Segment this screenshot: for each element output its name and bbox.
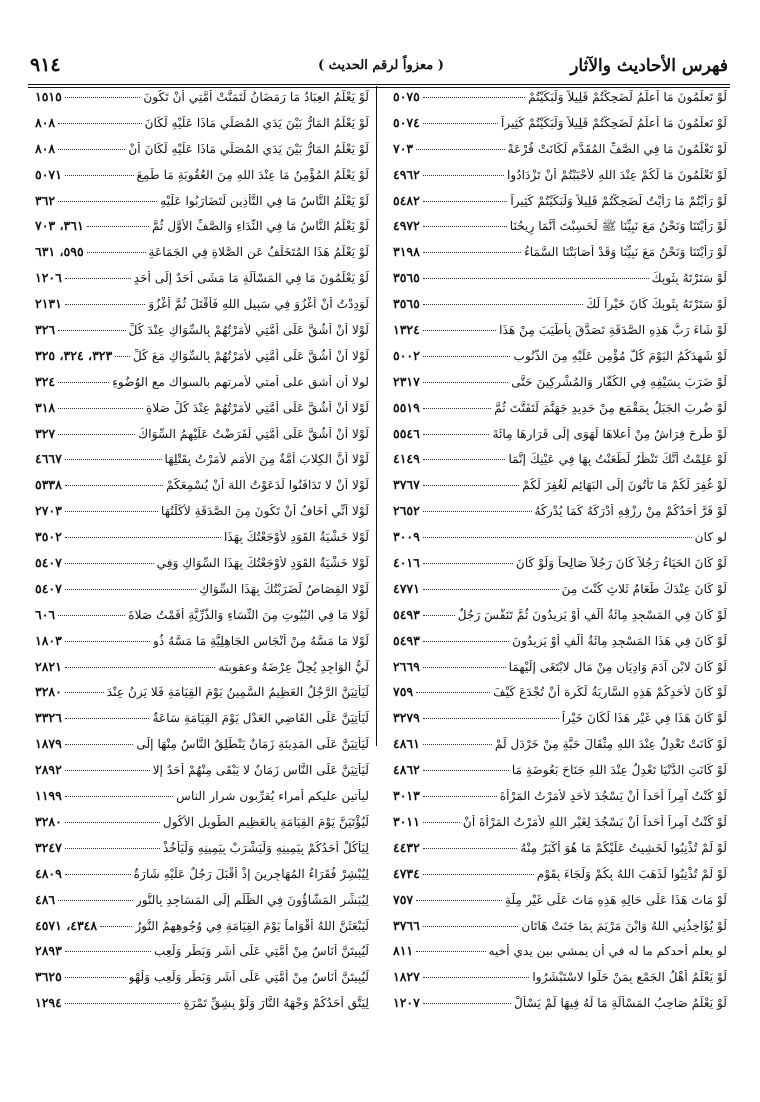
index-entry [35,348,369,374]
entry-text: لَوْ مَاتَ هَذَا عَلَى حَالِهِ هَذِهِ مَاتَ عَلَى غَيْرِ مِلَّةِ [504,892,727,907]
entry-text: لَوْ تَعْلَمُونَ مَا فِي الصَّفِّ المُقَدَّمِ لَكَانَتْ قُرْعَةً [507,141,727,156]
index-entry [393,710,727,736]
index-entry [35,840,369,866]
right-column [393,89,727,1021]
index-entry [393,89,727,115]
entry-text: لولا أن أشق على أمتي لأمرتهم بالسواك مع الوُضُوءِ [112,374,369,389]
entry-text: لَوْلا أَنْ أَشُقَّ عَلَى أُمَّتِي لأَمَرْتُهُمْ بِالسِّوَاكِ مَعَ كُلِّ [132,348,369,363]
entry-text: لِيُبَشِّرِ المَشَّاؤُونَ فِي الظُّلَمِ إِلَى المَسَاجِدِ بِالنُّورِ [135,892,369,907]
entry-text: لِيُبْشِرْ فُقَرَاءُ المُهَاجِرِينَ إِذْ أَقْبَلَ رَجُلٌ عَلَيْهِ شَارَةٌ [133,866,369,881]
index-entry [393,193,727,219]
entry-text: لَوْ يَعْلَمُ صَاحِبُ المَسْأَلَةِ مَا لَهُ فِيهَا لَمْ يَسْأَلْ [514,996,727,1011]
entry-text: لَوْ شَهِدَكُمُ اليَوْمَ كُلُّ مُؤْمِنٍ عَلَيْهِ مِنَ الذُّنُوبِ [513,348,727,363]
index-entry [393,426,727,452]
entry-text: لَوْ لَمْ تُذْنِبُوا لَخَشِيتُ عَلَيْكُمْ مَا هُوَ أَكْبَرُ مِنْهُ [520,840,727,855]
entry-text: لَوْ كَانَ عِنْدَكَ طَعَامُ ثَلاثٍ كُنْتَ مِنَ [561,581,727,596]
entry-text: لَوْ يَعْلَمُ النَّاسُ مَا فِي النِّدَاءِ وَالصَّفِّ الأَوَّلِ ثُمَّ [151,219,369,234]
index-entry [393,529,727,555]
entry-reference-number: ٥٤٠٧ [35,555,62,571]
dot-leader [423,1003,511,1004]
entry-reference-number: ٥٥٤٦ [393,425,420,441]
entry-text: لَوْلا أَنَّ الكِلابَ أُمَّةٌ مِنَ الأُمَمِ لأَمَرْتُ بِقَتْلِهَا [164,452,369,467]
index-entry [393,969,727,995]
entry-reference-number: ٣٣٢٦ [35,710,62,726]
dot-leader [423,563,513,564]
dot-leader [423,641,509,642]
entry-text: لَوْ يَعْلَمُ المُؤْمِنُ مَا عِنْدَ اللهِ مِنَ العُقُوبَةِ مَا طَمِعَ [136,167,369,182]
dot-leader [58,149,125,150]
dot-leader [65,718,150,719]
entry-reference-number: ٤٤٣٢ [393,839,420,855]
index-entry [35,633,369,659]
entry-reference-number: ٣٦٢٥ [35,969,62,985]
index-entry [35,400,369,426]
dot-leader [423,485,519,486]
entry-text: لَوْلا أَنْ أَشُقَّ عَلَى أُمَّتِي لَفَرَضْتُ عَلَيْهِمُ السِّوَاكَ [138,426,369,441]
dot-leader [423,382,508,383]
index-entry [35,89,369,115]
header-rule [28,84,730,85]
entry-text: لَوْ كَانَ لابْنِ آدَمَ وَادِيَانِ مِنْ مَالٍ لابْتَغَى إِلَيْهِمَا [508,659,727,674]
entry-text: لَيُّ الوَاجِدِ يُحِلُّ عِرْضَهُ وعقوبته [218,659,369,674]
entry-text: لَوْلا مَا فِي البُيُوتِ مِنَ النِّسَاءِ وَالذُّرِّيَّةِ أَقَمْتُ صَلاةَ [128,607,369,622]
index-entry [393,244,727,270]
index-entry [35,892,369,918]
entry-text: لَوْ يَعْلَمُونَ مَا فِي المَسْأَلَةِ مَا مَشَى أَحَدٌ إِلَى أَحَدٍ [133,271,369,286]
entry-text: لَوْ تَعْلَمُونَ مَا لَكُمْ عِنْدَ اللهِ لأَحْبَبْتُمْ أَنْ تَزْدَادُوا [506,167,727,182]
entry-reference-number: ٢١٣١ [35,296,62,312]
dot-leader [87,226,149,227]
dot-leader [423,434,490,435]
entry-reference-number: ١٢٩٤ [35,995,62,1011]
index-entry [393,400,727,426]
entry-reference-number: ٨٠٨ [35,114,56,130]
entry-reference-number: ٥٤٠٧ [35,580,62,596]
entry-reference-number: ٤٨٦١ [393,736,420,752]
index-entry [35,322,369,348]
dot-leader [65,951,151,952]
entry-reference-number: ٢٧٠٣ [35,503,62,519]
entry-text: لِيَتَّقِ أَحَدُكُمْ وَجْهَهُ النَّارَ وَلَوْ بِشِقِّ تَمْرَةٍ [183,996,369,1011]
entry-text: لَوْ رَأَيْتَنَا وَنَحْنُ مَعَ نَبِيِّنَا ﷺ لَحَسِبْتَ أَنَّمَا رِيحُنَا [509,219,727,234]
entry-text: لَيَأْتِيَنَّ الرَّجُلُ العَظِيمُ السَّمِينُ يَوْمَ القِيَامَةِ فَلا يَزِنُ عِنْدَ [106,685,369,700]
dot-leader [416,692,490,693]
entry-text: لَوْ تَعلَمُونَ مَا أَعلَمُ لَضَحِكْتُمْ قَلِيلاً وَلَبَكَيْتُمْ [528,90,727,104]
index-entry [35,684,369,710]
index-entry [35,141,369,167]
index-entry [35,270,369,296]
dot-leader [423,201,507,202]
entry-text: لَوْ يُؤَاخِذُنِي اللهُ وَابْنَ مَرْيَمَ بِمَا جَنَتْ هَاتَانِ [521,918,727,933]
index-entry [393,762,727,788]
index-entry [393,607,727,633]
entry-reference-number: ١٨٧٩ [35,736,62,752]
entry-reference-number: ٣٥٠٢ [35,529,62,545]
entry-text: لَيُبِيتَنَّ أُنَاسٌ مِنْ أُمَّتِي عَلَى أَشَرٍ وَبَطَرٍ وَلَعِبٍ [154,944,369,959]
index-entry [393,995,727,1021]
index-entry [393,788,727,814]
entry-text: لَوْ سَتَرْتَهُ بِثَوبِكَ [651,271,727,286]
entry-reference-number: ٢٨٢١ [35,658,62,674]
entry-reference-number: ٤٠١٦ [393,555,420,571]
entry-text: لَيَبْعَثَنَّ اللهُ أَقْوَاماً يَوْمَ القِيَامَةِ فِي وُجُوهِهِمُ النُّورُ [135,918,369,933]
dot-leader [100,926,132,927]
dot-leader [423,408,491,409]
entry-reference-number: ٤٩٧٢ [393,218,420,234]
index-entry [393,374,727,400]
entry-text: لَوْ يَعْلَمُ النَّاسُ مَا فِي التَّأْذِينِ لَتَضَارَبُوا عَلَيْهِ [160,193,369,208]
entry-text: لَوْلا أَنِّي أَخَافُ أَنْ تَكُونَ مِنَ الصَّدَقَةِ لأَكَلْتُهَا [160,504,369,519]
entry-reference-number: ٤٨٦ [35,891,56,907]
entry-text: ليأتين عليكم أمراء يُقرِّبون شرار الناس [176,789,369,804]
entry-reference-number: ٥٥١٩ [393,399,420,415]
dot-leader [58,201,157,202]
dot-leader [87,252,146,253]
entry-reference-number: ٨٠٨ [35,140,56,156]
index-entry [393,167,727,193]
index-entry [35,451,369,477]
dot-leader [423,874,534,875]
entry-reference-number: ٤٩٦٢ [393,166,420,182]
index-entry [393,866,727,892]
dot-leader [423,744,492,745]
entry-text: لَيُبِيتَنَّ أُنَاسٌ مِنْ أُمَّتِي عَلَى أَشَرٍ وَبَطَرٍ وَلَعِبٍ وَلَهْوٍ [128,970,369,985]
dot-leader [423,615,455,616]
entry-reference-number: ٣٢٨٠ [35,813,62,829]
index-title: فهرس الأحاديث والآثار [570,56,728,76]
entry-text: لَيَأْتِيَنَّ عَلَى المَدِينَةِ زَمَانٌ يَنْطَلِقُ النَّاسُ مِنْهَا إِلَى [136,737,369,752]
entry-reference-number: ٥٠٧١ [35,166,62,182]
entry-text: لَوْلا أَنْ أَشُقَّ عَلَى أُمَّتِي لأَمَرْتُهُمْ بِالسِّوَاكِ عِنْدَ كُلِّ [128,323,369,338]
entry-reference-number: ٢٣١٧ [393,373,420,389]
dot-leader [65,848,160,849]
index-entry [393,348,727,374]
dot-leader [423,796,497,797]
dot-leader [65,304,146,305]
index-entry [35,995,369,1021]
dot-leader [65,874,131,875]
entry-reference-number: ٤١٤٩ [393,451,420,467]
dot-leader [423,770,509,771]
entry-reference-number: ١٨٢٧ [393,969,420,985]
entry-text: لَوْ ضُرِبَ الجَبَلُ بِمَقْمَعٍ مِنْ حَدِيدٍ جَهَنَّمَ لَتَفَتَّتَ ثُمَّ [494,400,727,415]
dot-leader [423,511,532,512]
index-entry [35,943,369,969]
entry-text: لَوْ عَلِمْتُ أَنَّكَ تَنْظُرُ لَطَعَنْتُ بِهَا فِي عَيْنِكَ إِنَّمَا [508,452,727,467]
index-entry [393,270,727,296]
dot-leader [65,822,160,823]
entry-text: لَوْلا أَنْ أَشُقَّ عَلَى أُمَّتِي لأَمَرْتُهُمْ عِنْدَ كُلِّ صَلاةٍ [146,400,369,415]
index-entry [393,633,727,659]
dot-leader [58,382,109,383]
entry-text: لو كان [694,530,727,545]
index-entry [393,503,727,529]
entry-text: لَوْ كَانَ الحَيَاءُ رَجُلاً كَانَ رَجُلاً صَالِحاً وَلَوْ كَانَ [515,556,727,571]
dot-leader [58,900,133,901]
entry-reference-number: ٢٨٩٢ [35,762,62,778]
entry-text: لو يعلم أحدكم ما له في أن يمشي بين يدي أخيه [488,944,727,959]
dot-leader [423,589,559,590]
entry-reference-number: ٣٢٧ [35,425,56,441]
dot-leader [423,459,506,460]
index-entry [393,918,727,944]
entry-reference-number: ٥٤٨٢ [393,192,420,208]
index-entry [393,943,727,969]
index-entry [393,322,727,348]
left-column [35,89,369,1021]
dot-leader [423,252,521,253]
entry-text: لِيَأْكُلْ أَحَدُكُمْ بِيَمِينِهِ وَلْيَشْرَبْ بِيَمِينِهِ وَلْيَأْخُذْ [162,840,369,855]
entry-reference-number: ٣٦١، ٧٠٣ [35,218,84,234]
index-entry [35,969,369,995]
entry-reference-number: ٤٣٤٨، ٤٥٧١ [35,917,98,933]
entry-reference-number: ٤٧٣٤ [393,865,420,881]
index-entry [393,477,727,503]
entry-reference-number: ١٢٠٦ [35,270,62,286]
entry-text: لَيَأْتِيَنَّ عَلَى القَاضِي العَدْلِ يَوْمَ القِيَامَةِ سَاعَةٌ [152,711,369,726]
entry-text: لَوْ كَانَ فِي المَسْجِدِ مِائَةُ أَلْفٍ أَوْ يَزِيدُونَ ثُمَّ تَنَفَّسَ رَجُلٌ [457,607,727,622]
index-entry [35,555,369,581]
entry-reference-number: ٣٧٦٦ [393,917,420,933]
dot-leader [58,408,143,409]
dot-leader [423,330,496,331]
entry-reference-number: ٧٥٧ [393,891,414,907]
entry-reference-number: ٥٩٥، ٦٣١ [35,244,84,260]
entry-reference-number: ٦٠٦ [35,606,56,622]
entry-reference-number: ٥٤٩٣ [393,606,420,622]
entry-text: لَوْ رَأَيْتُمْ مَا رَأَيْتُ لَضَحِكْتُمْ قَلِيلاً وَلَبَكَيْتُمْ كَثِيراً [510,193,727,208]
dot-leader [65,97,140,98]
entry-reference-number: ٣٥٦٥ [393,296,420,312]
dot-leader [423,97,525,98]
entry-reference-number: ٣١٨ [35,399,56,415]
entry-text: لَوْ شَاءَ رَبُّ هَذِهِ الصَّدَقَةِ تَصَدَّقَ بِأَطْيَبَ مِنْ هَذَا [499,323,727,338]
dot-leader [65,667,215,668]
index-entry [35,529,369,555]
entry-reference-number: ٣٢٧٩ [393,710,420,726]
entry-text: لَوْ غُفِرَ لَكُمْ مَا تَأْتُونَ إِلَى البَهَائِمِ لَغُفِرَ لَكُمْ [522,478,727,493]
entry-text: لَوْ كُنْتُ آمِراً أَحَداً أَنْ يَسْجُدَ لِغَيْرِ اللهِ لأَمَرْتُ المَرْأَةَ أَنْ [462,814,727,829]
entry-reference-number: ٥٣٣٨ [35,477,62,493]
index-entry [35,736,369,762]
dot-leader [65,459,162,460]
index-subtitle: ( معزواً لرقم الحديث ) [318,58,444,73]
entry-reference-number: ٣١٩٨ [393,244,420,260]
dot-leader [423,926,519,927]
entry-text: لَوْ كَانَتِ الدُّنْيَا تَعْدِلُ عِنْدَ اللهِ جَنَاحَ بَعُوضَةٍ مَا [511,763,727,778]
column-divider [376,86,377,746]
index-entry [35,762,369,788]
dot-leader [423,718,559,719]
index-entry [393,296,727,322]
index-entry [35,426,369,452]
dot-leader [423,356,511,357]
index-entry [35,607,369,633]
dot-leader [65,563,154,564]
entry-reference-number: ٧٠٣ [393,140,414,156]
dot-leader [65,744,133,745]
entry-text: لَوْ كُنْتُ آمِراً أَحَداً أَنْ يَسْجُدَ لأَحَدٍ لأَمَرْتُ المَرْأَةَ [499,789,727,804]
index-entry [393,684,727,710]
dot-leader [416,951,485,952]
index-entry [35,503,369,529]
entry-text: لَوْ يَعْلَمُ المَارُّ بَيْنَ يَدَيِ المُصَلِّي مَاذَا عَلَيْهِ لَكَانَ [144,115,369,130]
entry-reference-number: ٧٥٩ [393,684,414,700]
entry-reference-number: ١٣٢٤ [393,322,420,338]
entry-text: لَيُؤْتَيَنَّ يَوْمَ القِيَامَةِ بِالعَظِيمِ الطَّوِيلِ الأَكُولِ [162,814,369,829]
dot-leader [423,977,530,978]
dot-leader [65,1003,181,1004]
dot-leader [65,977,126,978]
dot-leader [423,175,504,176]
dot-leader [423,667,506,668]
index-entry [393,814,727,840]
entry-reference-number: ٨١١ [393,943,414,959]
index-entry [393,115,727,141]
entry-reference-number: ٤٨٠٩ [35,865,62,881]
index-entry [393,451,727,477]
dot-leader [65,796,173,797]
entry-text: لَوْلا أَنْ لا تَدَافَنُوا لَدَعَوْتُ اللهَ أَنْ يُسْمِعَكُمْ [166,478,369,493]
entry-reference-number: ٣٢٤٧ [35,839,62,855]
dot-leader [65,589,197,590]
index-entry [35,659,369,685]
entry-reference-number: ١٢٠٧ [393,995,420,1011]
dot-leader [423,278,649,279]
entry-reference-number: ٥٤٩٣ [393,632,420,648]
dot-leader [423,123,498,124]
entry-reference-number: ٣٠٠٩ [393,529,420,545]
dot-leader [416,149,504,150]
entry-text: لَوْ تَعلَمُونَ مَا أَعلَمُ لَضَحِكْتُمْ قَلِيلاً وَلَبَكَيْتُمْ كَثِيراً [501,115,727,130]
dot-leader [65,485,163,486]
index-entry [35,244,369,270]
dot-leader [65,692,104,693]
entry-text: لَوْ كَانَتْ تَعْدِلُ عِنْدَ اللهِ مِثْقَالَ حَبَّةٍ مِنْ خَرْدَلٍ لَمْ [494,737,727,752]
entry-text: لَوْ كَانَ فِي هَذَا المَسْجِدِ مِائَةُ أَلْفٍ أَوْ يَزِيدُونَ [512,633,727,648]
entry-text: لَوْ يَعْلَمُ هَذَا المُتَخَلِّفُ عَنِ الصَّلاةِ فِي الجَمَاعَةِ [148,245,369,260]
dot-leader [58,434,135,435]
header-rule-thin [28,87,730,88]
entry-text: لَوْلا خَشْيَةُ القَوَدِ لأَوْجَعْتُكَ بِهَذَا [223,530,369,545]
index-entry [393,141,727,167]
index-entry [35,374,369,400]
index-entry [35,866,369,892]
dot-leader [423,537,692,538]
entry-text: لَوْ ضَرَبَ بِسَيْفِهِ فِي الكُفَّارِ وَالمُشْرِكِينَ حَتَّى [511,374,727,389]
index-entry [35,296,369,322]
index-entry [35,814,369,840]
dot-leader [58,615,125,616]
dot-leader [65,511,158,512]
dot-leader [423,226,507,227]
entry-reference-number: ٥٠٧٥ [393,89,420,104]
dot-leader [65,175,134,176]
entry-reference-number: ٣٧٦٧ [393,477,420,493]
dot-leader [58,330,125,331]
dot-leader [58,123,141,124]
dot-leader [423,848,518,849]
entry-reference-number: ٤٨٦٢ [393,762,420,778]
entry-text: لَوْلا مَا مَسَّهُ مِنْ أَنْجَاسِ الجَاهِلِيَّةِ مَا مَسَّهُ ذُو [152,633,369,648]
entry-text: لَوَدِدْتُ أَنْ أَغْزُوَ فِي سَبِيلِ اللهِ فَأُقْتَلَ ثُمَّ أَغْزُوَ [148,297,369,312]
entry-text: لَوْ يَعْلَمُ العِبَادُ مَا رَمَضَانُ لَتَمَنَّتْ أُمَّتِي أَنْ تَكُونَ [143,90,369,104]
entry-reference-number: ٣٢٦ [35,322,56,338]
entry-reference-number: ٢٦٦٩ [393,658,420,674]
entry-reference-number: ٣٠١١ [393,813,420,829]
entry-reference-number: ٣٥٦٥ [393,270,420,286]
entry-reference-number: ٥٠٧٤ [393,114,420,130]
entry-reference-number: ١١٩٩ [35,788,62,804]
entry-text: لَوْ فَرَّ أَحَدُكُمْ مِنْ رِزْقِهِ أَدْرَكَهُ كَمَا يُدْرِكُهُ [534,504,727,519]
entry-text: لَوْ يَعْلَمُ أَهْلُ الجَمْعِ بِمَنْ حَلُّوا لاسْتَبْشَرُوا [532,970,727,985]
entry-reference-number: ١٥١٥ [35,89,62,104]
page-number: ٩١٤ [30,54,61,76]
dot-leader [65,641,150,642]
index-entry [35,788,369,814]
entry-reference-number: ٤٧٧١ [393,580,420,596]
entry-reference-number: ١٨٠٣ [35,632,62,648]
dot-leader [65,770,150,771]
entry-text: لَوْ رَأَيْتَنَا وَنَحْنُ مَعَ نَبِيِّنَا وَقَدْ أَصَابَتْنَا السَّمَاءُ [524,245,727,260]
entry-text: لَوْ طُرِحَ فِرَاشٌ مِنْ أَعلاهَا لَهَوَى إِلَى قَرَارِهَا مِائَةَ [492,426,727,441]
entry-reference-number: ٣٢٨٠ [35,684,62,700]
index-entry [393,659,727,685]
index-entry [393,736,727,762]
entry-reference-number: ٣٢٤ [35,373,56,389]
index-entry [393,218,727,244]
entry-text: لَوْ يَعْلَمُ المَارُّ بَيْنَ يَدَيِ المُصَلِّي مَاذَا عَلَيْهِ لَكَانَ أَنْ [128,141,369,156]
entry-reference-number: ٥٠٠٢ [393,347,420,363]
entry-text: لَيَأْتِيَنَّ عَلَى النَّاسِ زَمَانٌ لا يَبْقَى مِنْهُمْ أَحَدٌ إِلا [152,763,369,778]
index-entry [35,167,369,193]
entry-reference-number: ٢٨٩٣ [35,943,62,959]
entry-text: لَوْلا القِصَاصُ لَضَرَبْتُكَ بِهَذَا السِّوَاكِ [199,581,369,596]
entry-text: لَوْ كَانَ هَذَا فِي غَيْرِ هَذَا لَكَانَ خَيْراً [561,711,727,726]
dot-leader [65,537,221,538]
entry-reference-number: ٣٦٢ [35,192,56,208]
index-entry [35,918,369,944]
entry-reference-number: ٤٦٦٧ [35,451,62,467]
entry-reference-number: ٣٢٣، ٣٢٤، ٣٢٥ [35,347,113,363]
dot-leader [115,356,130,357]
entry-text: لَوْ سَتَرْتَهُ بِثَوبِكَ كَانَ خَيْراً لَكَ [586,297,727,312]
index-entry [35,581,369,607]
index-entry [35,477,369,503]
entry-text: لَوْلا خَشْيَةُ القَوَدِ لأَوْجَعْتُكَ بِهَذَا السِّوَاكِ وَفِي [156,556,369,571]
page-header [28,52,728,86]
dot-leader [65,278,131,279]
index-entry [393,892,727,918]
entry-text: لَوْ كَانَ لأَحَدِكُمْ هَذِهِ السَّارِيَةُ لَكَرِهَ أَنْ تُجْدَعَ كَيْفَ [493,685,727,700]
entry-text: لَوْ لَمْ تُذْنِبُوا لَذَهَبَ اللهُ بِكُمْ وَلَجَاءَ بِقَوْمٍ [536,866,727,881]
dot-leader [423,822,460,823]
index-entry [393,581,727,607]
dot-leader [423,304,583,305]
entry-reference-number: ٣٠١٣ [393,788,420,804]
entry-reference-number: ٢٦٥٢ [393,503,420,519]
index-entry [393,555,727,581]
index-entry [35,710,369,736]
dot-leader [416,900,502,901]
index-entry [35,115,369,141]
index-entry [393,840,727,866]
index-entry [35,193,369,219]
index-entry [35,218,369,244]
